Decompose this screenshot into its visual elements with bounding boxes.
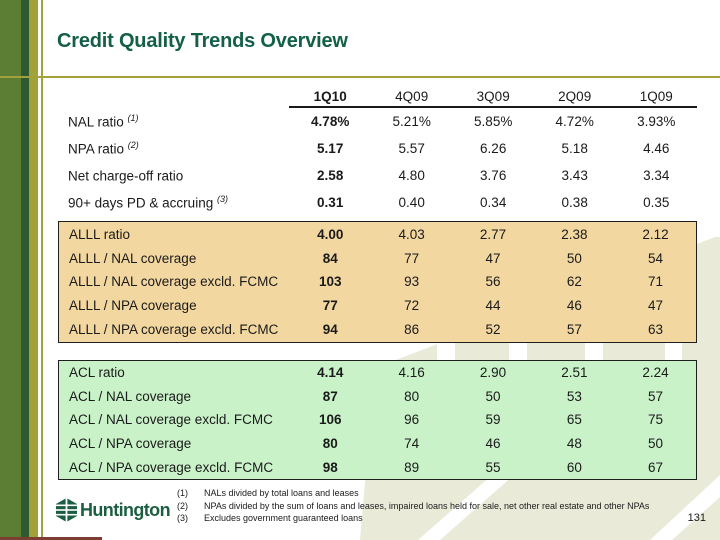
cell: 5.85% bbox=[474, 114, 513, 129]
footnote-text: NPAs divided by the sum of loans and leases, impaired loans held for sale, net other real estate and other NPAs bbox=[204, 500, 650, 511]
cell: 65 bbox=[566, 412, 582, 428]
row-label-text: 90+ days PD & accruing bbox=[68, 195, 217, 211]
footnote-line bbox=[177, 512, 649, 525]
table-row bbox=[59, 246, 697, 270]
column-header: 1Q10 bbox=[289, 86, 371, 107]
footnote-line bbox=[177, 487, 649, 500]
cell: 4.14 bbox=[317, 365, 344, 381]
cell: 93 bbox=[404, 274, 420, 290]
cell: 0.35 bbox=[643, 195, 670, 210]
table-row bbox=[58, 135, 697, 162]
page-title: Credit Quality Trends Overview bbox=[57, 30, 348, 52]
cell: 46 bbox=[485, 435, 501, 451]
cell: 4.78% bbox=[311, 114, 350, 129]
table-row bbox=[59, 222, 697, 247]
cell: 5.18 bbox=[561, 141, 588, 156]
cell: 5.21% bbox=[392, 114, 431, 129]
cell: 2.51 bbox=[561, 365, 588, 381]
cell: 60 bbox=[566, 459, 582, 475]
footnote-line bbox=[177, 500, 649, 513]
footnote-ref: (3) bbox=[216, 194, 228, 205]
cell: 87 bbox=[322, 389, 338, 404]
cell: 2.90 bbox=[479, 365, 507, 381]
cell: 80 bbox=[322, 435, 338, 451]
cell: 2.12 bbox=[642, 226, 669, 242]
cell: 46 bbox=[566, 298, 582, 314]
cell: 3.34 bbox=[643, 168, 670, 183]
cell: 72 bbox=[404, 298, 420, 314]
footnote-number: (1) bbox=[177, 488, 188, 498]
column-header: 1Q09 bbox=[615, 86, 697, 107]
column-header: 2Q09 bbox=[534, 86, 616, 107]
table-header-row bbox=[58, 86, 697, 107]
cell: 50 bbox=[648, 435, 664, 451]
table-row bbox=[58, 189, 697, 216]
footnote-ref: (1) bbox=[127, 112, 139, 123]
cell: 77 bbox=[404, 250, 420, 266]
cell: 0.34 bbox=[480, 195, 507, 210]
cell: 6.26 bbox=[480, 141, 507, 156]
cell: 48 bbox=[566, 435, 582, 451]
huntington-logo bbox=[56, 498, 170, 522]
cell: 3.43 bbox=[561, 168, 588, 183]
cell: 4.16 bbox=[398, 365, 425, 381]
footnote-ref: (2) bbox=[127, 140, 139, 151]
cell: 4.46 bbox=[643, 141, 670, 156]
cell: 3.76 bbox=[480, 168, 507, 183]
cell: 53 bbox=[566, 389, 582, 404]
header-spacer bbox=[58, 86, 289, 107]
cell: 55 bbox=[485, 459, 501, 475]
cell: 0.38 bbox=[561, 195, 588, 210]
cell: 47 bbox=[485, 250, 501, 266]
cell: 106 bbox=[319, 412, 342, 428]
cell: 71 bbox=[648, 274, 664, 290]
cell: 57 bbox=[566, 322, 582, 338]
cell: 4.72% bbox=[555, 114, 594, 129]
huntington-honeycomb-icon bbox=[56, 498, 77, 522]
row-label: ALLL ratio bbox=[69, 226, 131, 242]
cell: 86 bbox=[404, 322, 420, 338]
cell: 4.00 bbox=[317, 226, 344, 242]
cell: 47 bbox=[648, 298, 664, 314]
footnote-text: Excludes government guaranteed loans bbox=[204, 513, 363, 523]
cell: 50 bbox=[485, 389, 501, 404]
acl-metrics-box bbox=[58, 360, 697, 480]
cell: 67 bbox=[648, 459, 664, 475]
cell: 2.24 bbox=[642, 365, 669, 381]
row-label: ALLL / NPA coverage bbox=[69, 298, 197, 314]
table-row bbox=[59, 455, 697, 479]
cell: 5.57 bbox=[398, 141, 425, 156]
table-row bbox=[59, 318, 697, 343]
table-row bbox=[59, 361, 697, 385]
footnotes bbox=[177, 487, 649, 525]
cell: 63 bbox=[648, 322, 664, 338]
column-header: 3Q09 bbox=[452, 86, 534, 107]
table-row bbox=[59, 294, 697, 318]
cell: 4.03 bbox=[398, 226, 425, 242]
row-label bbox=[58, 189, 289, 216]
cell: 2.77 bbox=[479, 226, 507, 242]
row-label-text: Net charge-off ratio bbox=[68, 168, 184, 184]
cell: 103 bbox=[319, 274, 342, 290]
row-label: ALLL / NAL coverage excld. FCMC bbox=[69, 274, 279, 290]
row-label bbox=[58, 135, 289, 162]
cell: 80 bbox=[404, 389, 420, 404]
cell: 50 bbox=[566, 250, 582, 266]
footnote-text: NALs divided by total loans and leases bbox=[204, 488, 359, 498]
cell: 84 bbox=[322, 250, 338, 266]
row-label-text: NAL ratio bbox=[68, 114, 128, 130]
cell: 62 bbox=[566, 274, 582, 290]
cell: 77 bbox=[322, 298, 338, 314]
cell: 3.93% bbox=[637, 114, 676, 129]
table-row bbox=[59, 385, 697, 408]
footnote-number: (2) bbox=[177, 500, 188, 511]
table-row bbox=[59, 408, 697, 431]
row-label bbox=[58, 107, 289, 135]
cell: 4.80 bbox=[398, 168, 425, 183]
title-divider bbox=[0, 76, 720, 78]
cell: 0.31 bbox=[317, 195, 344, 210]
cell: 2.38 bbox=[561, 226, 588, 242]
column-header: 4Q09 bbox=[371, 86, 453, 107]
row-label: ACL / NAL coverage bbox=[69, 389, 192, 404]
table-row bbox=[59, 432, 697, 455]
credit-quality-table bbox=[58, 86, 697, 216]
row-label: ACL / NPA coverage bbox=[69, 435, 192, 451]
cell: 52 bbox=[485, 322, 501, 338]
table-row bbox=[58, 107, 697, 135]
cell: 89 bbox=[404, 459, 420, 475]
row-label: ALLL / NAL coverage bbox=[69, 250, 197, 266]
cell: 59 bbox=[485, 412, 501, 428]
cell: 0.40 bbox=[398, 195, 425, 210]
table-row bbox=[59, 270, 697, 294]
cell: 56 bbox=[485, 274, 501, 290]
row-label bbox=[58, 162, 289, 189]
row-label: ACL / NPA coverage excld. FCMC bbox=[69, 459, 274, 475]
row-label: ACL ratio bbox=[69, 365, 125, 381]
footnote-number: (3) bbox=[177, 513, 188, 523]
cell: 2.58 bbox=[317, 168, 344, 183]
row-label: ACL / NAL coverage excld. FCMC bbox=[69, 412, 273, 428]
cell: 5.17 bbox=[317, 141, 344, 156]
logo-wordmark: Huntington bbox=[80, 499, 170, 520]
row-label-text: NPA ratio bbox=[68, 141, 128, 157]
cell: 54 bbox=[648, 250, 664, 266]
cell: 44 bbox=[485, 298, 501, 314]
row-label: ALLL / NPA coverage excld. FCMC bbox=[69, 322, 279, 338]
table-row bbox=[58, 162, 697, 189]
cell: 96 bbox=[404, 412, 420, 428]
cell: 57 bbox=[648, 389, 664, 404]
page-number: 131 bbox=[687, 512, 706, 524]
alll-metrics-box bbox=[58, 221, 697, 343]
cell: 98 bbox=[322, 459, 338, 475]
cell: 74 bbox=[404, 435, 420, 451]
cell: 75 bbox=[648, 412, 664, 428]
cell: 94 bbox=[322, 322, 338, 338]
